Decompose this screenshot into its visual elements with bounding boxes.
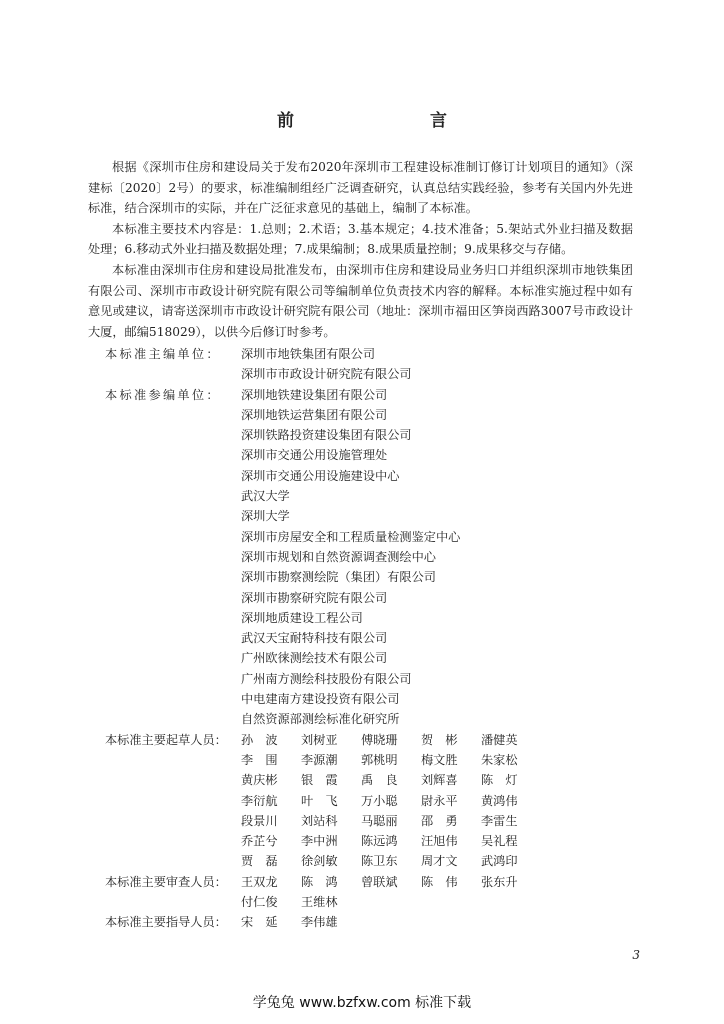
person-name: 刘树亚 [301, 732, 338, 747]
participant-unit-row [105, 486, 625, 506]
person-name: 梅文胜 [421, 752, 458, 767]
person-name: 武鸿印 [481, 854, 518, 869]
person-name: 孙 波 [241, 732, 278, 747]
person-name: 尉永平 [421, 793, 458, 808]
person-name: 乔芷兮 [241, 834, 278, 849]
person-name: 傅晓珊 [361, 732, 398, 747]
participant-unit-row [105, 669, 625, 689]
chief-unit-row [105, 344, 625, 364]
unit-name: 深圳市房屋安全和工程质量检测鉴定中心 [241, 529, 461, 544]
contributors-list [105, 344, 625, 933]
person-name: 禹 良 [361, 773, 398, 788]
role-label: 本标准主编单位： [105, 347, 221, 361]
unit-name: 深圳市交通公用设施管理处 [241, 448, 388, 463]
person-name: 黄庆彬 [241, 773, 278, 788]
person-name: 段景川 [241, 813, 278, 828]
role-label: 本标准主要起草人员： [105, 732, 227, 747]
person-name: 陈 伟 [421, 874, 458, 889]
unit-name: 深圳铁路投资建设集团有限公司 [241, 428, 412, 443]
person-name: 陈 鸿 [301, 874, 338, 889]
participant-unit-row [105, 709, 625, 729]
unit-name: 深圳市市政设计研究院有限公司 [241, 367, 412, 382]
participant-unit-row [105, 689, 625, 709]
person-name: 汪旭伟 [421, 834, 458, 849]
unit-name: 深圳市规划和自然资源调查测绘中心 [241, 549, 436, 564]
participant-unit-row [105, 506, 625, 526]
reviewers-row [105, 872, 625, 892]
person-name: 郭桃明 [361, 752, 398, 767]
drafters-row [105, 770, 625, 790]
unit-name: 武汉天宝耐特科技有限公司 [241, 631, 388, 646]
person-name: 邵 勇 [421, 813, 458, 828]
unit-name: 中电建南方建设投资有限公司 [241, 692, 400, 707]
participant-unit-row [105, 547, 625, 567]
participant-unit-row [105, 385, 625, 405]
footer-watermark: 学兔兔 www.bzfxw.com 标准下载 [252, 995, 472, 1011]
unit-name: 广州南方测绘科技股份有限公司 [241, 671, 412, 686]
person-name: 周才文 [421, 854, 458, 869]
person-name: 曾联斌 [361, 874, 398, 889]
drafters-row [105, 811, 625, 831]
person-name: 李源潮 [301, 752, 338, 767]
person-name: 万小聪 [361, 793, 398, 808]
person-name: 陈卫东 [361, 854, 398, 869]
page-number: 3 [632, 948, 640, 962]
unit-name: 深圳地质建设工程公司 [241, 610, 363, 625]
person-name: 李衍航 [241, 793, 278, 808]
unit-name: 深圳大学 [241, 509, 290, 524]
paragraph-contents: 本标准主要技术内容是：1.总则；2.术语；3.基本规定；4.技术准备；5.架站式外业扫描及数据处理；6.移动式外业扫描及数据处理；7.成果编制；8.成果质量控制；9.成果移交与存储。 [88, 221, 633, 257]
person-name: 银 霞 [301, 773, 338, 788]
person-name: 王双龙 [241, 874, 278, 889]
person-name: 陈远鸿 [361, 834, 398, 849]
person-name: 徐剑敏 [301, 854, 338, 869]
person-name: 张东升 [481, 874, 518, 889]
unit-name: 深圳市勘察测绘院（集团）有限公司 [241, 570, 436, 585]
guides-row [105, 912, 625, 932]
drafters-row [105, 851, 625, 871]
unit-name: 武汉大学 [241, 489, 290, 504]
unit-name: 深圳市地铁集团有限公司 [241, 347, 376, 361]
person-name: 朱家松 [481, 752, 518, 767]
person-name: 贾 磊 [241, 854, 278, 869]
unit-name: 深圳地铁运营集团有限公司 [241, 407, 388, 422]
drafters-row [105, 730, 625, 750]
person-name: 刘站科 [301, 813, 338, 828]
participant-unit-row [105, 608, 625, 628]
participant-unit-row [105, 466, 625, 486]
person-name: 王维林 [301, 895, 338, 910]
person-name: 付仁俊 [241, 895, 278, 910]
participant-unit-row [105, 648, 625, 668]
person-name: 李伟雄 [301, 915, 338, 930]
paragraph-basis: 根据《深圳市住房和建设局关于发布2020年深圳市工程建设标准制订修订计划项目的通知》（深建标〔2020〕2号）的要求，标准编制组经广泛调查研究，认真总结实践经验，参考有关国内外先进标准，结合深圳市的实际，并在广泛征求意见的基础上，编制了本标准。 [88, 160, 633, 216]
person-name: 李 围 [241, 752, 278, 767]
participant-unit-row [105, 567, 625, 587]
person-name: 马聪丽 [361, 813, 398, 828]
role-label: 本标准主要审查人员： [105, 874, 227, 889]
person-name: 李雷生 [481, 813, 518, 828]
person-name: 贺 彬 [421, 732, 458, 747]
unit-name: 深圳市勘察研究院有限公司 [241, 590, 388, 605]
drafters-row [105, 831, 625, 851]
participant-unit-row [105, 445, 625, 465]
participant-unit-row [105, 405, 625, 425]
person-name: 黄鸿伟 [481, 793, 518, 808]
drafters-row [105, 750, 625, 770]
unit-name: 广州欧徕测绘技术有限公司 [241, 651, 388, 666]
unit-name: 深圳地铁建设集团有限公司 [241, 387, 388, 402]
participant-unit-row [105, 628, 625, 648]
page-title: 前 言 [277, 111, 481, 131]
reviewers-row [105, 892, 625, 912]
preface-body [88, 157, 633, 342]
person-name: 陈 灯 [481, 773, 518, 788]
person-name: 叶 飞 [301, 793, 338, 808]
participant-unit-row [105, 527, 625, 547]
role-label: 本标准主要指导人员： [105, 915, 227, 930]
participant-unit-row [105, 588, 625, 608]
drafters-row [105, 791, 625, 811]
unit-name: 深圳市交通公用设施建设中心 [241, 468, 400, 483]
person-name: 吴礼程 [481, 834, 518, 849]
chief-unit-row [105, 364, 625, 384]
participant-unit-row [105, 425, 625, 445]
unit-name: 自然资源部测绘标准化研究所 [241, 712, 400, 727]
person-name: 刘辉喜 [421, 773, 458, 788]
role-label: 本标准参编单位： [105, 387, 221, 402]
person-name: 宋 延 [241, 915, 278, 930]
person-name: 李中洲 [301, 834, 338, 849]
person-name: 潘健英 [481, 732, 518, 747]
paragraph-approval: 本标准由深圳市住房和建设局批准发布，由深圳市住房和建设局业务归口并组织深圳市地铁集团有限公司、深圳市市政设计研究院有限公司等编制单位负责技术内容的解释。本标准实施过程中如有意见或建议，请寄送深圳市市政设计研究院有限公司（地址：深圳市福田区笋岗西路3007号市政设计大厦，邮编518029），以供今后修订时参考。 [88, 262, 633, 339]
